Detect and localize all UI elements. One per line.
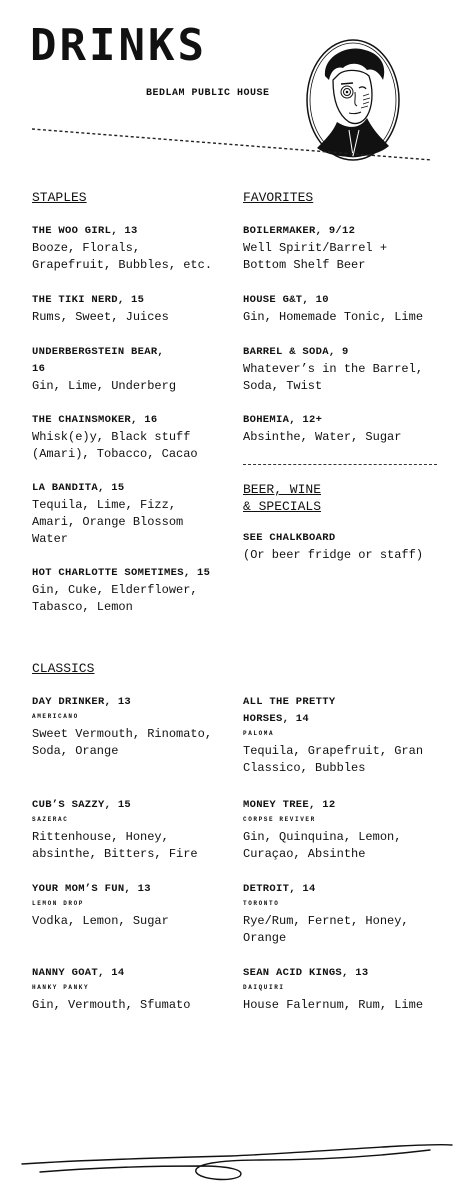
signature-flourish-icon bbox=[0, 1120, 464, 1200]
item-original-name: CORPSE REVIVER bbox=[243, 816, 316, 823]
section-heading-favorites: FAVORITES bbox=[243, 190, 314, 205]
item-name: HOUSE G&T, 10 bbox=[243, 294, 329, 306]
item-description: Tequila, Grapefruit, Gran Classico, Bubbles bbox=[243, 744, 424, 775]
item-name: UNDERBERGSTEIN BEAR, 16 bbox=[32, 346, 165, 375]
menu-item bbox=[243, 412, 453, 446]
menu-item bbox=[243, 223, 453, 274]
item-description: Gin, Quinquina, Lemon, Curaçao, Absinthe bbox=[243, 830, 402, 861]
item-description: Vodka, Lemon, Sugar bbox=[32, 914, 169, 928]
item-original-name: LEMON DROP bbox=[32, 900, 85, 907]
item-description: (Or beer fridge or staff) bbox=[243, 548, 424, 562]
item-name: THE TIKI NERD, 15 bbox=[32, 294, 145, 306]
menu-item bbox=[243, 292, 453, 326]
venue-name: BEDLAM PUBLIC HOUSE bbox=[146, 88, 270, 99]
item-name: HOT CHARLOTTE SOMETIMES, 15 bbox=[32, 567, 211, 579]
item-description: Well Spirit/Barrel + Bottom Shelf Beer bbox=[243, 241, 388, 272]
menu-item bbox=[32, 223, 242, 274]
item-original-name: DAIQUIRI bbox=[243, 984, 285, 991]
beer-wine-specials-section bbox=[243, 481, 453, 515]
menu-item bbox=[32, 797, 242, 863]
menu-item bbox=[243, 797, 453, 863]
section-divider bbox=[243, 464, 437, 465]
item-name: ALL THE PRETTY HORSES, 14 bbox=[243, 696, 336, 725]
section-heading-staples: STAPLES bbox=[32, 190, 87, 205]
item-name: CUB’S SAZZY, 15 bbox=[32, 799, 132, 811]
page-title: DRINKS bbox=[30, 20, 207, 71]
menu-item bbox=[32, 881, 242, 930]
item-description: Sweet Vermouth, Rinomato, Soda, Orange bbox=[32, 727, 213, 758]
menu-item bbox=[32, 480, 242, 548]
item-name: BARREL & SODA, 9 bbox=[243, 346, 349, 358]
section-heading-beer-line1: BEER, WINE bbox=[243, 482, 322, 497]
classics-section bbox=[32, 660, 242, 677]
item-description: Rums, Sweet, Juices bbox=[32, 310, 169, 324]
item-name: MONEY TREE, 12 bbox=[243, 799, 336, 811]
favorites-section bbox=[243, 189, 453, 206]
item-description: Booze, Florals, Grapefruit, Bubbles, etc. bbox=[32, 241, 213, 272]
item-description: Rittenhouse, Honey, absinthe, Bitters, Fire bbox=[32, 830, 198, 861]
item-description: Absinthe, Water, Sugar bbox=[243, 430, 402, 444]
item-description: Gin, Vermouth, Sfumato bbox=[32, 998, 191, 1012]
item-description: House Falernum, Rum, Lime bbox=[243, 998, 424, 1012]
section-heading-classics: CLASSICS bbox=[32, 661, 95, 676]
item-original-name: SAZERAC bbox=[32, 816, 69, 823]
item-description: Rye/Rum, Fernet, Honey, Orange bbox=[243, 914, 409, 945]
menu-item bbox=[243, 881, 453, 947]
item-name: SEAN ACID KINGS, 13 bbox=[243, 967, 369, 979]
header-divider bbox=[0, 0, 464, 200]
item-original-name: HANKY PANKY bbox=[32, 984, 90, 991]
menu-item bbox=[243, 965, 453, 1014]
item-name: LA BANDITA, 15 bbox=[32, 482, 125, 494]
item-description: Whatever’s in the Barrel, Soda, Twist bbox=[243, 362, 424, 393]
item-name: THE WOO GIRL, 13 bbox=[32, 225, 138, 237]
item-original-name: TORONTO bbox=[243, 900, 280, 907]
item-name: SEE CHALKBOARD bbox=[243, 532, 336, 544]
item-name: NANNY GOAT, 14 bbox=[32, 967, 125, 979]
menu-item bbox=[32, 412, 242, 463]
staples-section bbox=[32, 189, 242, 206]
item-original-name: PALOMA bbox=[243, 730, 275, 737]
menu-item bbox=[32, 694, 242, 760]
menu-item bbox=[243, 530, 453, 564]
item-name: YOUR MOM’S FUN, 13 bbox=[32, 883, 151, 895]
item-description: Gin, Cuke, Elderflower, Tabasco, Lemon bbox=[32, 583, 198, 614]
menu-item bbox=[32, 565, 242, 616]
item-description: Gin, Lime, Underberg bbox=[32, 379, 177, 393]
menu-item bbox=[243, 694, 424, 777]
item-description: Whisk(e)y, Black stuff (Amari), Tobacco, Cacao bbox=[32, 430, 198, 461]
menu-item bbox=[32, 965, 242, 1014]
menu-item bbox=[32, 292, 242, 326]
section-heading-beer-line2: & SPECIALS bbox=[243, 499, 322, 514]
item-original-name: AMERICANO bbox=[32, 713, 79, 720]
item-description: Gin, Homemade Tonic, Lime bbox=[243, 310, 424, 324]
item-name: THE CHAINSMOKER, 16 bbox=[32, 414, 158, 426]
item-name: BOHEMIA, 12+ bbox=[243, 414, 323, 426]
item-name: DETROIT, 14 bbox=[243, 883, 316, 895]
item-name: DAY DRINKER, 13 bbox=[32, 696, 132, 708]
menu-item bbox=[243, 344, 453, 395]
item-name: BOILERMAKER, 9/12 bbox=[243, 225, 356, 237]
item-description: Tequila, Lime, Fizz, Amari, Orange Blossom Water bbox=[32, 498, 184, 546]
menu-item bbox=[32, 344, 177, 395]
